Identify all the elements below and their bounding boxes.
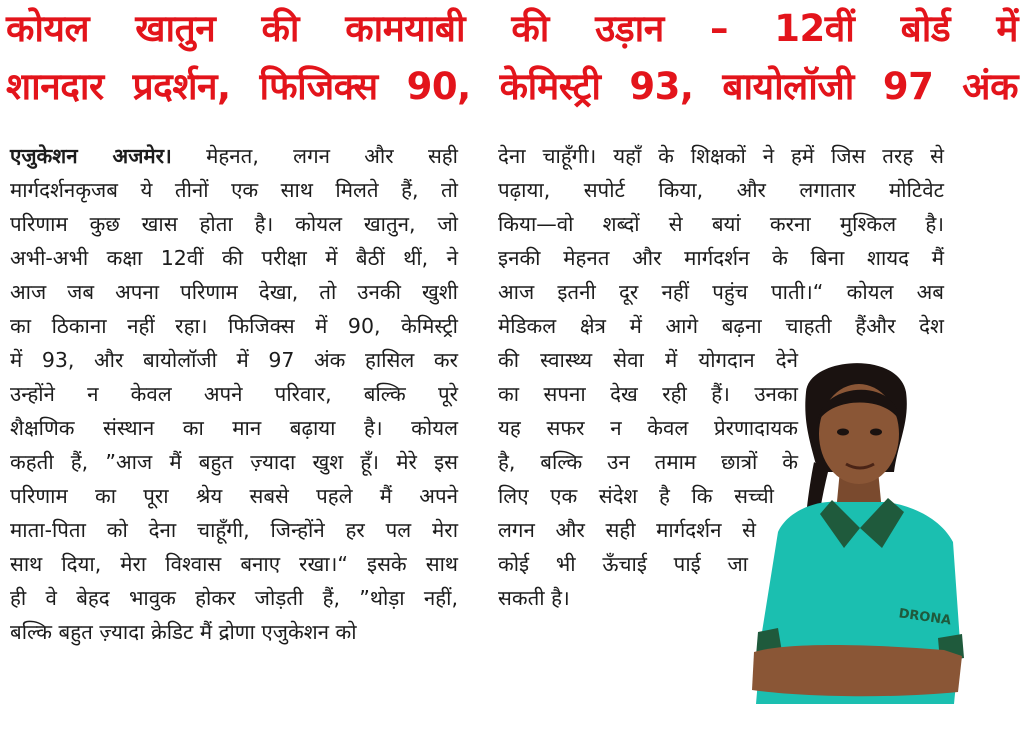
article-line — [10, 139, 458, 173]
article-line: परिणाम का पूरा श्रेय सबसे पहले मैं अपने — [10, 484, 458, 508]
article-line: माता-पिता को देना चाहूँगी, जिन्होंने हर पल मेरा — [10, 518, 458, 542]
article-line: मार्गदर्शनकृजब ये तीनों एक साथ मिलते हैं, तो — [10, 178, 458, 202]
article-line: बल्कि बहुत ज़्यादा क्रेडिट मैं द्रोणा एजुकेशन को — [10, 620, 357, 644]
eye — [870, 429, 882, 436]
shirt-logo: DRONA — [897, 606, 953, 629]
article-line: का सपना देख रही हैं। उनका — [498, 382, 798, 406]
article-line: इनकी मेहनत और मार्गदर्शन के बिना शायद मैं — [498, 246, 944, 270]
article-line: शैक्षणिक संस्थान का मान बढ़ाया है। कोयल — [10, 416, 458, 440]
arms — [752, 645, 962, 696]
article-line: देना चाहूँगी। यहाँ के शिक्षकों ने हमें जिस तरह से — [498, 144, 944, 168]
article-line: की स्वास्थ्य सेवा में योगदान देने — [498, 348, 798, 372]
headline-line-2: शानदार प्रदर्शन, फिजिक्स 90, केमिस्ट्री 93, बायोलॉजी 97 अंक — [6, 65, 1018, 108]
article-line: यह सफर न केवल प्रेरणादायक — [498, 416, 798, 440]
article-line: पढ़ाया, सपोर्ट किया, और लगातार मोटिवेट — [498, 178, 944, 202]
article-line: का ठिकाना नहीं रहा। फिजिक्स में 90, केमिस्ट्री — [10, 314, 458, 338]
article-line: लगन और सही मार्गदर्शन से — [498, 518, 756, 542]
article-line: किया—वो शब्दों से बयां करना मुश्किल है। — [498, 212, 944, 236]
article-line: कहती हैं, ”आज मैं बहुत ज़्यादा खुश हूँ। मेरे इस — [10, 450, 458, 474]
article-line: ही वे बेहद भावुक होकर जोड़ती हैं, ”थोड़ा नहीं, — [10, 586, 458, 610]
article-line: साथ दिया, मेरा विश्वास बनाए रखा।“ इसके साथ — [10, 552, 458, 576]
headline-line-1: कोयल खातुन की कामयाबी की उड़ान – 12वीं बोर्ड में — [6, 7, 1018, 50]
article-line: मेडिकल क्षेत्र में आगे बढ़ना चाहती हैंऔर देश — [498, 314, 944, 338]
article-line: में 93, और बायोलॉजी में 97 अंक हासिल कर — [10, 348, 458, 372]
dateline: एजुकेशन अजमेर। — [10, 144, 172, 168]
article-line: अभी-अभी कक्षा 12वीं की परीक्षा में बैठीं थीं, ने — [10, 246, 458, 270]
article-line: सकती है। — [498, 586, 570, 610]
student-portrait — [748, 352, 970, 704]
article-line: परिणाम कुछ खास होता है। कोयल खातुन, जो — [10, 212, 458, 236]
article-line: उन्होंने न केवल अपने परिवार, बल्कि पूरे — [10, 382, 458, 406]
article-line: लिए एक संदेश है कि सच्ची — [498, 484, 774, 508]
article-text: मेहनत, लगन और सही — [206, 144, 458, 168]
article-line: आज इतनी दूर नहीं पहुंच पाती।“ कोयल अब — [498, 280, 944, 304]
eye — [837, 429, 849, 436]
article-line: आज जब अपना परिणाम देखा, तो उनकी खुशी — [10, 280, 458, 304]
article-line: है, बल्कि उन तमाम छात्रों के — [498, 450, 798, 474]
article-line: कोई भी ऊँचाई पाई जा — [498, 552, 748, 576]
